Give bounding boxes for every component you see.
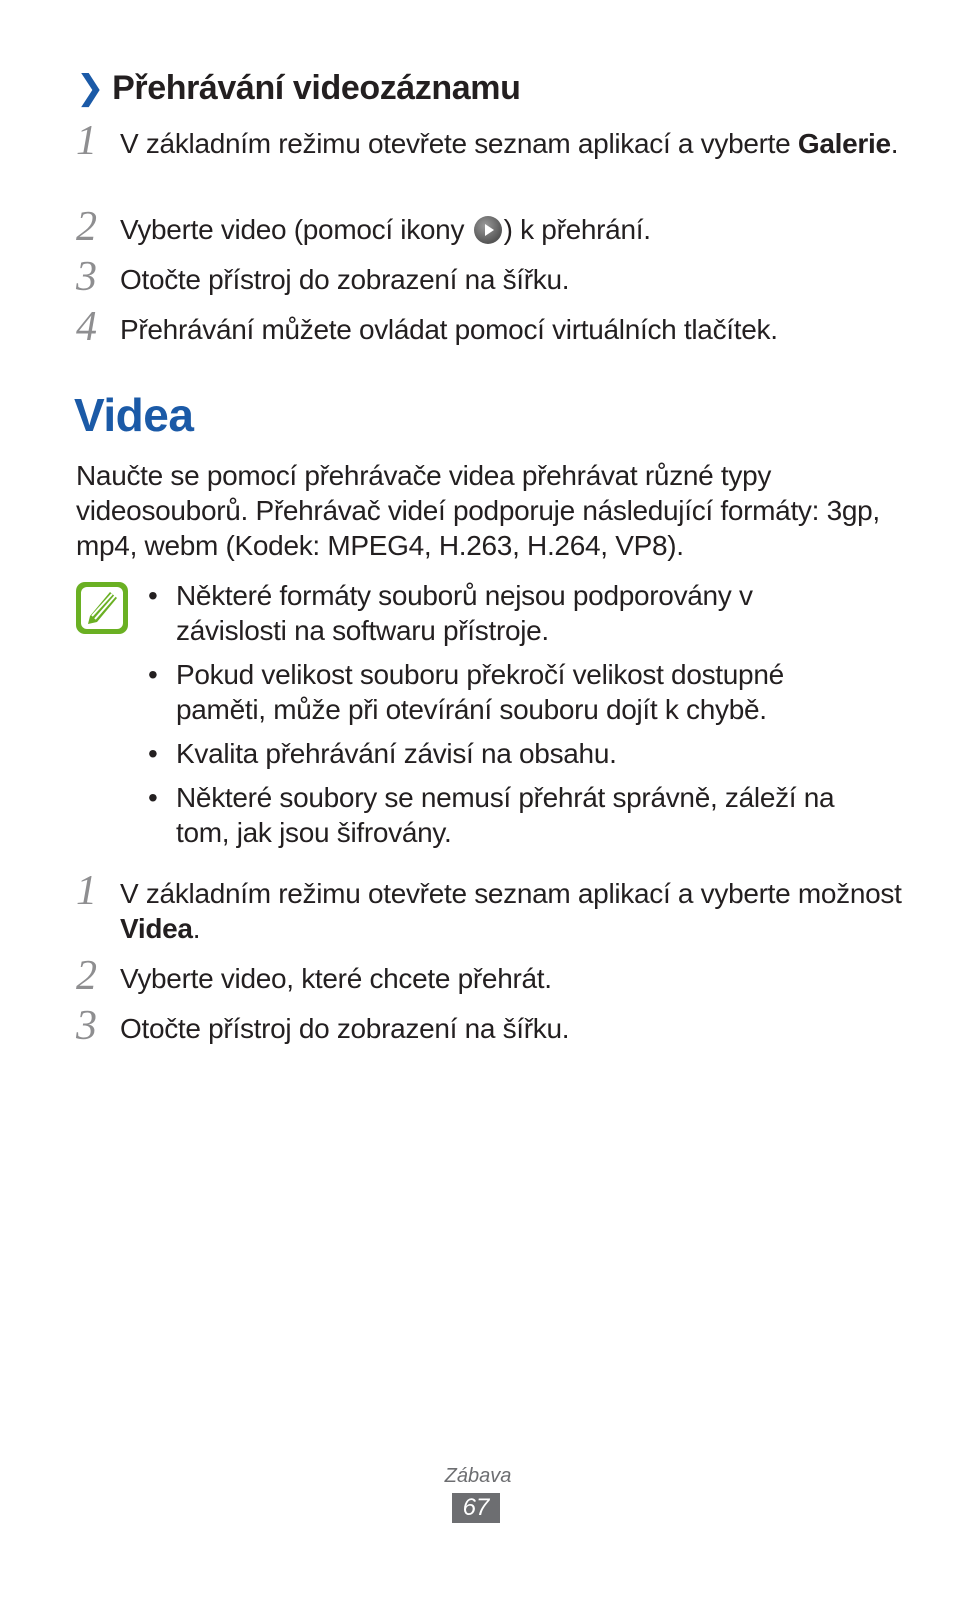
step-3 — [76, 254, 906, 300]
note-list — [146, 578, 866, 859]
step-text: V základním režimu otevřete seznam aplikací a vyberte Galerie. — [120, 128, 899, 159]
chevron-right-icon: ❯ — [76, 69, 105, 107]
step-number: 1 — [76, 118, 97, 164]
bold-app-name: Galerie — [797, 128, 891, 159]
step-3 — [76, 1003, 906, 1049]
section-title: Videa — [74, 389, 194, 441]
play-icon — [474, 216, 502, 244]
step-number: 2 — [76, 204, 97, 250]
step-number: 2 — [76, 953, 97, 999]
list-item: • Některé formáty souborů nejsou podporovány v závislosti na softwaru přístroje. — [148, 580, 753, 646]
footer-chapter-label: Zábava — [444, 1465, 512, 1487]
note-pencil-icon — [74, 580, 130, 636]
bold-app-name: Videa — [120, 913, 193, 944]
subsection-heading — [76, 68, 521, 108]
step-4 — [76, 304, 906, 350]
page-number: 67 — [452, 1493, 500, 1523]
list-item: • Pokud velikost souboru překročí velikost dostupné paměti, může při otevírání souboru dojít k chybě. — [148, 659, 784, 725]
step-2 — [76, 953, 906, 999]
step-2 — [76, 204, 906, 250]
step-number: 3 — [76, 254, 97, 300]
step-number: 4 — [76, 304, 97, 350]
list-item: • Kvalita přehrávání závisí na obsahu. — [148, 738, 617, 769]
step-text: Otočte přístroj do zobrazení na šířku. — [120, 264, 570, 295]
step-text: Přehrávání můžete ovládat pomocí virtuálních tlačítek. — [120, 314, 778, 345]
step-text: Vyberte video (pomocí ikony ) k přehrání. — [120, 214, 651, 245]
step-1 — [76, 118, 906, 164]
step-number: 3 — [76, 1003, 97, 1049]
step-text: Otočte přístroj do zobrazení na šířku. — [120, 1013, 570, 1044]
step-number: 1 — [76, 868, 97, 914]
subsection-title: Přehrávání videozáznamu — [112, 69, 521, 107]
step-1 — [76, 868, 906, 946]
step-text: V základním režimu otevřete seznam aplikací a vyberte možnost Videa. — [120, 878, 902, 944]
section-intro: Naučte se pomocí přehrávače videa přehrávat různé typy videosouborů. Přehrávač videí podporuje následující formáty: 3gp, mp4, webm (Kodek: MPEG4, H.263, H.264, VP8). — [76, 460, 880, 561]
list-item: • Některé soubory se nemusí přehrát správně, záleží na tom, jak jsou šifrovány. — [148, 782, 835, 848]
step-text: Vyberte video, které chcete přehrát. — [120, 963, 552, 994]
